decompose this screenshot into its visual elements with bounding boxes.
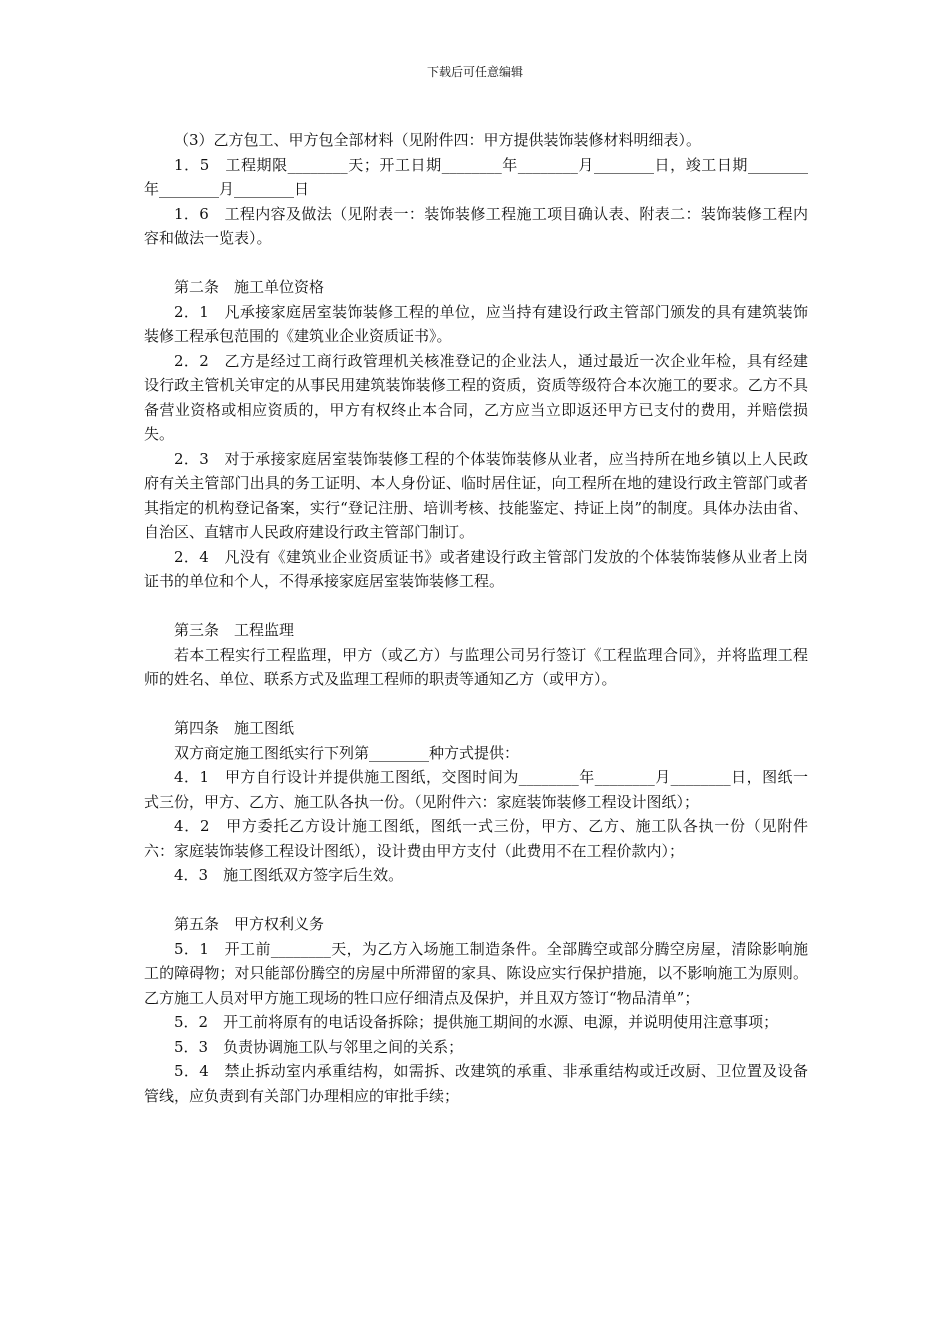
paragraph: （3）乙方包工、甲方包全部材料（见附件四：甲方提供装饰装修材料明细表）。 [174,131,702,149]
page-header: 下载后可任意编辑 [426,65,523,79]
blank-line [144,251,808,276]
paragraph: 4．1 甲方自行设计并提供施工图纸，交图时间为________年________月________日，图纸一式三份，甲方、乙方、施工队各执一份。（见附件六：家庭装饰装修工程设计图纸）； [144,768,808,811]
section-heading: 第三条 工程监理 [174,621,295,639]
paragraph: 5．1 开工前________天，为乙方入场施工制造条件。全部腾空或部分腾空房屋，清除影响施工的障碍物；对只能部份腾空的房屋中所滞留的家具、陈设应实行保护措施，以不影响施工为原则。乙方施工人员对甲方施工现场的牲口应仔细清点及保护，并且双方签订“物品清单”； [144,939,808,1007]
document-body [144,128,808,1108]
section-heading: 第五条 甲方权利义务 [174,915,325,933]
blank-line [144,888,808,913]
paragraph: 4．3 施工图纸双方签字后生效。 [174,866,404,884]
paragraph: 1．5 工程期限________天；开工日期________年________月________日，竣工日期________年________月________日 [144,155,808,198]
paragraph: 4．2 甲方委托乙方设计施工图纸，图纸一式三份，甲方、乙方、施工队各执一份（见附件六：家庭装饰装修工程设计图纸），设计费由甲方支付（此费用不在工程价款内）； [144,817,808,860]
paragraph: 若本工程实行工程监理，甲方（或乙方）与监理公司另行签订《工程监理合同》，并将监理工程师的姓名、单位、联系方式及监理工程师的职责等通知乙方（或甲方）。 [144,645,808,688]
paragraph: 2．4 凡没有《建筑业企业资质证书》或者建设行政主管部门发放的个体装饰装修从业者上岗证书的单位和个人，不得承接家庭居室装饰装修工程。 [144,547,808,590]
paragraph: 5．2 开工前将原有的电话设备拆除；提供施工期间的水源、电源，并说明使用注意事项； [174,1013,779,1031]
blank-line [144,692,808,717]
paragraph: 5．3 负责协调施工队与邻里之间的关系； [174,1037,464,1056]
paragraph: 2．2 乙方是经过工商行政管理机关核准登记的企业法人，通过最近一次企业年检，具有经建设行政主管机关审定的从事民用建筑装饰装修工程的资质，资质等级符合本次施工的要求。乙方不具备营业资格或相应资质的，甲方有权终止本合同，乙方应当立即返还甲方已支付的费用，并赔偿损失。 [144,351,808,443]
paragraph: 2．3 对于承接家庭居室装饰装修工程的个体装饰装修从业者，应当持所在地乡镇以上人民政府有关主管部门出具的务工证明、本人身份证、临时居住证，向工程所在地的建设行政主管部门或者其指定的机构登记备案，实行“登记注册、培训考核、技能鉴定、持证上岗”的制度。具体办法由省、自治区、直辖市人民政府建设行政主管部门制订。 [144,449,808,541]
section-heading: 第四条 施工图纸 [174,719,295,737]
paragraph: 1．6 工程内容及做法（见附表一：装饰装修工程施工项目确认表、附表二：装饰装修工程内容和做法一览表）。 [144,204,808,247]
blank-line [144,594,808,619]
paragraph: 5．4 禁止拆动室内承重结构，如需拆、改建筑的承重、非承重结构或迁改厨、卫位置及设备管线，应负责到有关部门办理相应的审批手续； [144,1062,808,1105]
paragraph: 2．1 凡承接家庭居室装饰装修工程的单位，应当持有建设行政主管部门颁发的具有建筑装饰装修工程承包范围的《建筑业企业资质证书》。 [144,302,808,345]
paragraph: 双方商定施工图纸实行下列第________种方式提供： [174,743,520,762]
section-heading: 第二条 施工单位资格 [174,278,325,296]
